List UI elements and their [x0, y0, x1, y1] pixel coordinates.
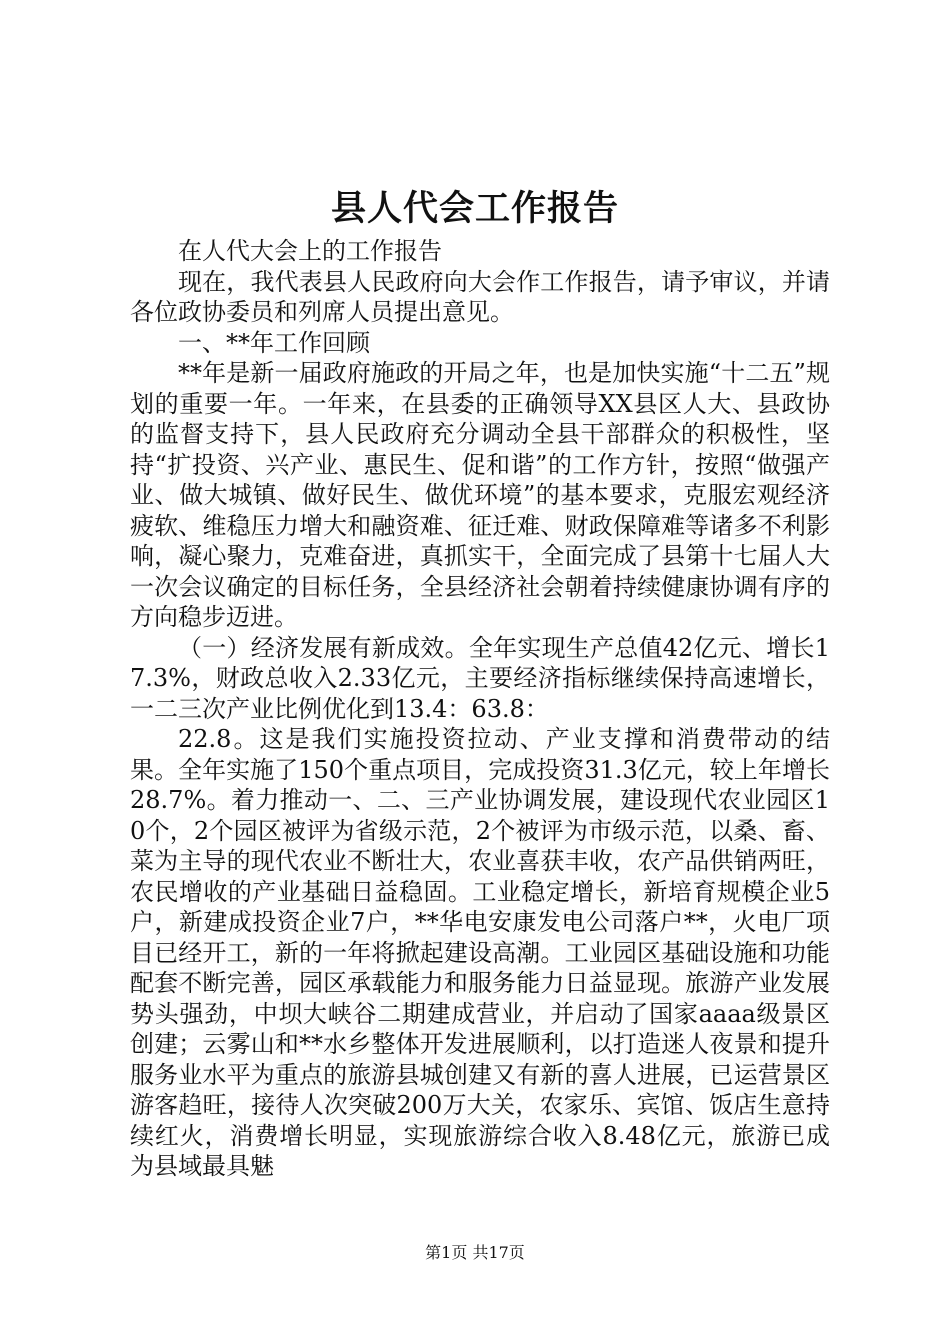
body-paragraph: 22.8。这是我们实施投资拉动、产业支撑和消费带动的结果。全年实施了150个重点项目，完成投资31.3亿元，较上年增长28.7%。着力推动一、二、三产业协调发展，建设现代农业园区10个，2个园区被评为省级示范，2个被评为市级示范，以桑、畜、菜为主导的现代农业不断壮大，农业喜获丰收，农产品供销两旺，农民增收的产业基础日益稳固。工业稳定增长，新培育规模企业5户，新建成投资企业7户，**华电安康发电公司落户**，火电厂项目已经开工，新的一年将掀起建设高潮。工业园区基础设施和功能配套不断完善，园区承载能力和服务能力日益显现。旅游产业发展势头强劲，中坝大峡谷二期建成营业，并启动了国家aaaa级景区创建；云雾山和**水乡整体开发进展顺利，以打造迷人夜景和提升服务业水平为重点的旅游县城创建又有新的喜人进展，已运营景区游客趋旺，接待人次突破200万大关，农家乐、宾馆、饭店生意持续红火，消费增长明显，实现旅游综合收入8.48亿元，旅游已成为县域最具魅: [130, 725, 830, 1180]
body-paragraph: **年是新一届政府施政的开局之年，也是加快实施“十二五”规划的重要一年。一年来，在县委的正确领导XX县区人大、县政协的监督支持下，县人民政府充分调动全县干部群众的积极性，坚持“扩投资、兴产业、惠民生、促和谐”的工作方针，按照“做强产业、做大城镇、做好民生、做优环境”的基本要求，克服宏观经济疲软、维稳压力增大和融资难、征迁难、财政保障难等诸多不利影响，凝心聚力，克难奋进，真抓实干，全面完成了县第十七届人大一次会议确定的目标任务，全县经济社会朝着持续健康协调有序的方向稳步迈进。: [130, 359, 830, 631]
body-paragraph: （一）经济发展有新成效。全年实现生产总值42亿元、增长17.3%，财政总收入2.33亿元，主要经济指标继续保持高速增长，一二三次产业比例优化到13.4：63.8：: [130, 633, 830, 723]
body-paragraph: 现在，我代表县人民政府向大会作工作报告，请予审议，并请各位政协委员和列席人员提出意见。: [130, 267, 830, 326]
page-number-footer: 第1页 共17页: [425, 1243, 525, 1262]
document-title: 县人代会工作报告: [330, 188, 619, 229]
body-paragraph: 在人代大会上的工作报告: [178, 237, 442, 265]
document-body: [130, 236, 830, 1182]
section-heading: 一、**年工作回顾: [178, 328, 370, 357]
